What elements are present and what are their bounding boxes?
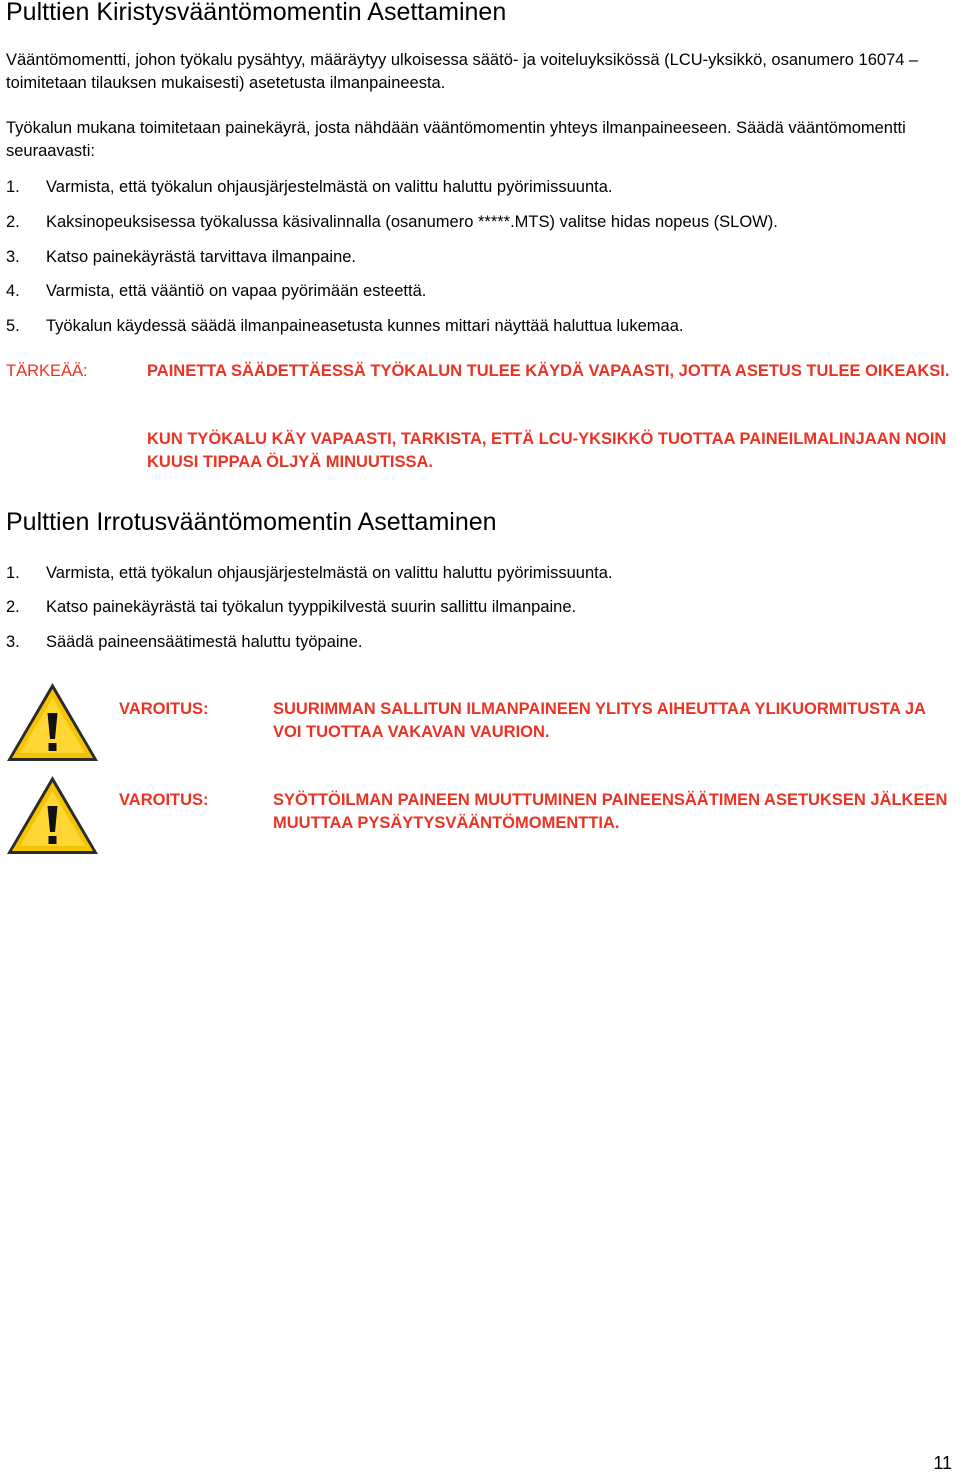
- tighten-step-3: [6, 246, 951, 268]
- step-text: Kaksinopeuksisessa työkalussa käsivalinnalla (osanumero *****.MTS) valitse hidas nopeus (SLOW).: [46, 213, 778, 231]
- warning-text-2: SYÖTTÖILMAN PAINEEN MUUTTUMINEN PAINEENSÄÄTIMEN ASETUKSEN JÄLKEEN MUUTTAA PYSÄYTYSVÄÄNTÖMOMENTTIA.: [273, 791, 948, 832]
- step-text: Varmista, että työkalun ohjausjärjestelmästä on valittu haluttu pyörimissuunta.: [46, 178, 613, 196]
- warning-triangle-icon: [5, 774, 100, 856]
- step-number: 3.: [6, 248, 20, 266]
- step-text: Varmista, että vääntiö on vapaa pyörimään esteettä.: [46, 282, 427, 300]
- intro-paragraph: Vääntömomentti, johon työkalu pysähtyy, määräytyy ulkoisessa säätö- ja voiteluyksikössä (LCU-yksikkö, osanumero 16074 – toimitetaan tilauksen mukaisesti) asetetusta ilmanpaineesta.: [6, 51, 919, 92]
- step-text: Katso painekäyrästä tarvittava ilmanpaine.: [46, 248, 357, 266]
- step-text: Säädä paineensäätimestä haluttu työpaine.: [46, 633, 363, 651]
- tighten-step-2: [6, 211, 951, 233]
- tighten-step-5: [6, 315, 951, 337]
- step-number: 2.: [6, 213, 20, 231]
- step-number: 4.: [6, 282, 20, 300]
- warning-label-2: VAROITUS:: [119, 791, 209, 809]
- warning-triangle-icon: [5, 681, 100, 763]
- section-title-loosening: Pulttien Irrotusvääntömomentin Asettaminen: [6, 508, 497, 536]
- section-title-tightening: Pulttien Kiristysvääntömomentin Asettaminen: [6, 0, 507, 26]
- step-number: 1.: [6, 564, 20, 582]
- warning-text-1: SUURIMMAN SALLITUN ILMANPAINEEN YLITYS AIHEUTTAA YLIKUORMITUSTA JA VOI TUOTTAA VAKAVAN VAURION.: [273, 700, 926, 741]
- loosen-step-1: [6, 562, 951, 584]
- step-number: 5.: [6, 317, 20, 335]
- step-number: 3.: [6, 633, 20, 651]
- important-text-1: PAINETTA SÄÄDETTÄESSÄ TYÖKALUN TULEE KÄYDÄ VAPAASTI, JOTTA ASETUS TULEE OIKEAKSI.: [147, 362, 950, 380]
- loosen-step-2: [6, 596, 951, 618]
- warning-label-1: VAROITUS:: [119, 700, 209, 718]
- step-number: 1.: [6, 178, 20, 196]
- loosen-step-3: [6, 631, 951, 653]
- tighten-step-4: [6, 280, 951, 302]
- step-text: Työkalun käydessä säädä ilmanpaineasetusta kunnes mittari näyttää haluttua lukemaa.: [46, 317, 684, 335]
- tighten-step-1: [6, 176, 951, 198]
- page-number: 11: [933, 1453, 952, 1473]
- important-label: TÄRKEÄÄ:: [6, 362, 88, 380]
- step-text: Katso painekäyrästä tai työkalun tyyppikilvestä suurin sallittu ilmanpaine.: [46, 598, 577, 616]
- step-text: Varmista, että työkalun ohjausjärjestelmästä on valittu haluttu pyörimissuunta.: [46, 564, 613, 582]
- pressure-curve-paragraph: Työkalun mukana toimitetaan painekäyrä, josta nähdään vääntömomentin yhteys ilmanpaineeseen. Säädä vääntömomentti seuraavasti:: [6, 119, 906, 160]
- important-text-2: KUN TYÖKALU KÄY VAPAASTI, TARKISTA, ETTÄ LCU-YKSIKKÖ TUOTTAA PAINEILMALINJAAN NOIN KUUSI TIPPAA ÖLJYÄ MINUUTISSA.: [147, 430, 947, 471]
- step-number: 2.: [6, 598, 20, 616]
